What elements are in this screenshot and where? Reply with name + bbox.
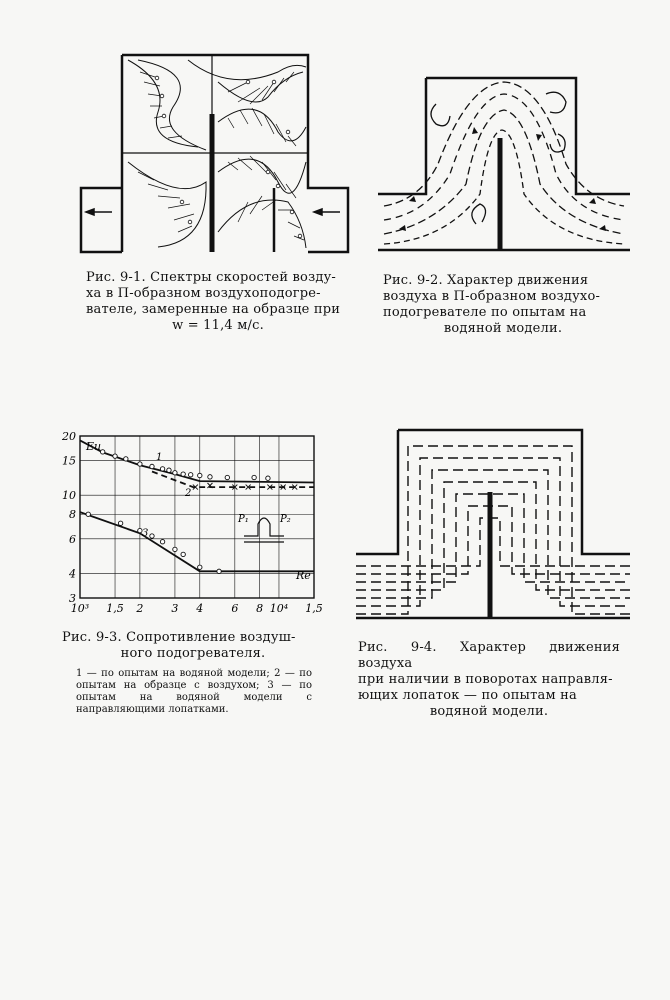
y-tick-label: 4 — [69, 567, 76, 581]
data-point-series-3 — [118, 521, 122, 525]
series-label-2: 2 — [185, 488, 192, 499]
caption-line: Рис. 9-1. Спектры скоростей возду- — [86, 270, 337, 285]
data-point-series-1 — [160, 467, 164, 471]
caption-line: подогревателе по опытам на — [383, 305, 587, 320]
y-tick-label: 20 — [62, 430, 76, 443]
caption-line: Рис. 9-4. Характер движения воздуха — [358, 640, 620, 671]
caption-line: при наличии в поворотах направля- — [358, 672, 613, 687]
data-point-series-3 — [173, 547, 177, 551]
data-point-series-1 — [113, 454, 117, 458]
caption-line: Рис. 9-3. Сопротивление воздуш- — [62, 630, 296, 645]
caption-line: воздуха в П-образном воздухо- — [383, 289, 601, 304]
x-tick-label: 6 — [231, 602, 239, 615]
data-point-series-3 — [150, 534, 154, 538]
data-point-series-1 — [188, 473, 192, 477]
x-tick-label: 10³ — [70, 602, 90, 615]
y-tick-label: 10 — [62, 489, 76, 503]
caption-line: ющих лопаток — по опытам на — [358, 688, 577, 703]
data-point-series-1 — [138, 462, 142, 466]
data-point-series-1 — [150, 464, 154, 468]
inset-pressure-diagram — [244, 518, 284, 542]
x-axis-label: Re — [296, 569, 311, 582]
y-tick-label: 15 — [62, 454, 76, 468]
caption-fig-9-2 — [383, 273, 623, 337]
data-point-series-1 — [124, 457, 128, 461]
caption-fig-9-1 — [86, 270, 350, 334]
caption-line: Рис. 9-2. Характер движения — [383, 273, 589, 288]
data-point-series-3 — [217, 569, 221, 573]
data-point-series-3 — [86, 512, 90, 516]
caption-fig-9-4 — [358, 640, 620, 720]
data-point-series-1 — [167, 468, 171, 472]
x-tick-label: 4 — [196, 602, 204, 615]
data-point-series-1 — [266, 476, 270, 480]
inset-label-p1: P₁ — [238, 514, 249, 525]
caption-fig-9-3 — [62, 630, 324, 662]
data-point-series-1 — [181, 472, 185, 476]
y-tick-label: 3 — [69, 592, 76, 605]
data-point-series-3 — [198, 565, 202, 569]
figure-9-2-flow-pattern — [376, 74, 632, 260]
data-point-series-1 — [225, 475, 229, 479]
data-point-series-3 — [160, 540, 164, 544]
data-point-series-3 — [181, 552, 185, 556]
x-tick-label: 10⁴ — [269, 602, 289, 615]
y-tick-label: 6 — [69, 532, 76, 546]
caption-line: ха в П-образном воздухоподогре- — [86, 286, 321, 301]
data-point-series-1 — [100, 450, 104, 454]
x-tick-label: 1,5 — [106, 602, 124, 615]
figure-9-1-velocity-spectra — [78, 52, 354, 262]
inset-label-p2: P₂ — [280, 514, 291, 525]
x-tick-label: 3 — [171, 602, 179, 615]
caption-line: водяной модели. — [429, 704, 549, 719]
data-point-series-1 — [252, 475, 256, 479]
series-label-1: 1 — [156, 452, 163, 463]
x-tick-label: 2 — [136, 602, 144, 615]
y-axis-label: Eu — [86, 440, 102, 453]
figure-9-4-flow-with-guide-vanes — [354, 428, 632, 624]
data-point-series-1 — [208, 475, 212, 479]
data-point-series-1 — [198, 473, 202, 477]
figure-9-3-resistance-chart — [58, 428, 328, 618]
caption-line: вателе, замеренные на образце при — [86, 302, 341, 317]
legend-fig-9-3: 1 — по опытам на водяной модели; 2 — по опытам на образце с воздухом; 3 — по опытам на водяной модели с направляющими лопатками. — [76, 668, 312, 715]
caption-line: ного подогревателя. — [120, 646, 266, 661]
y-tick-label: 8 — [69, 508, 76, 522]
caption-line: w = 11,4 м/с. — [172, 318, 264, 333]
data-point-series-1 — [173, 471, 177, 475]
series-label-3: 3 — [142, 528, 149, 539]
chart-grid — [80, 436, 314, 598]
chart-series-points — [86, 450, 297, 574]
x-tick-label: 1,5 — [305, 602, 323, 615]
x-tick-label: 8 — [256, 602, 264, 615]
caption-line: водяной модели. — [443, 321, 563, 336]
